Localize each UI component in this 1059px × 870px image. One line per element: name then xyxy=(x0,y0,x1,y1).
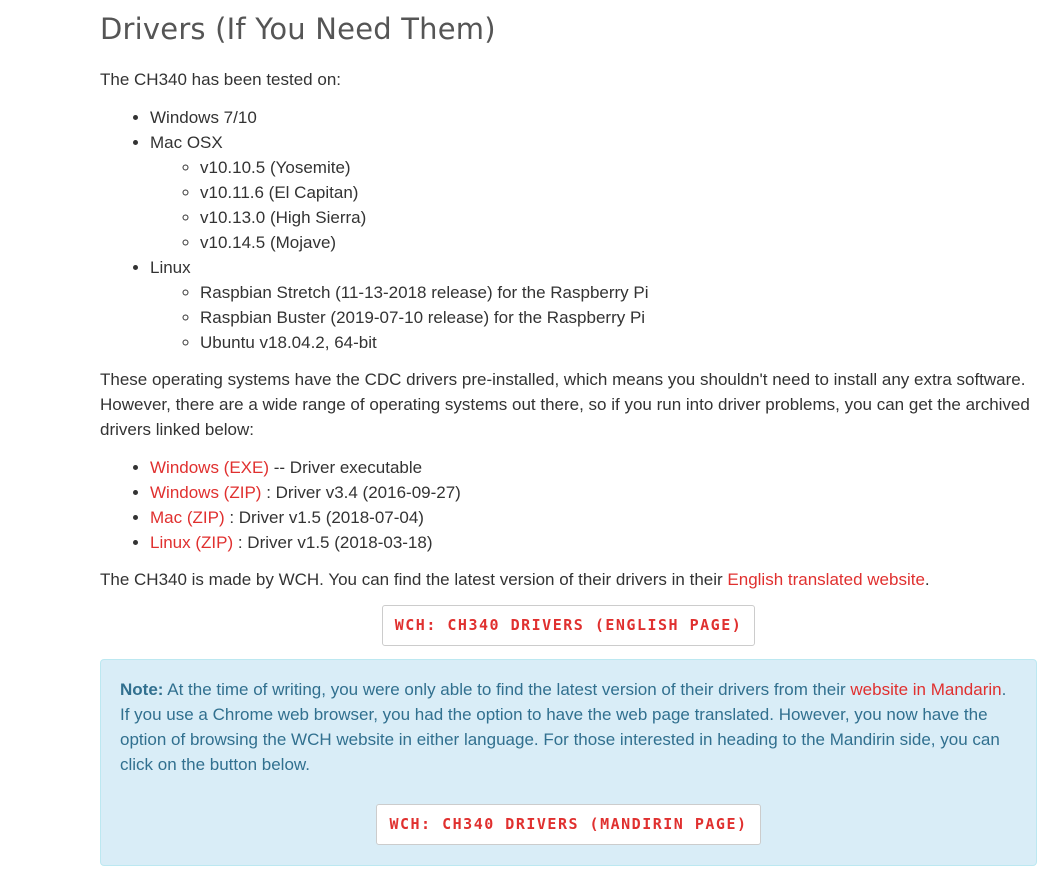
list-item: ◦ v10.10.5 (Yosemite) xyxy=(200,155,1040,180)
note-box xyxy=(100,659,1037,866)
mandarin-website-link[interactable]: website in Mandarin xyxy=(850,680,1002,699)
driver-list xyxy=(100,455,1040,555)
mac-version-list xyxy=(150,155,1040,255)
list-item: ◦ v10.11.6 (El Capitan) xyxy=(200,180,1040,205)
note-label: Note: xyxy=(120,680,164,699)
wch-text-end: . xyxy=(924,570,930,589)
page-title: Drivers (If You Need Them) xyxy=(100,12,496,46)
wch-paragraph xyxy=(100,567,1040,592)
intro-text: The CH340 has been tested on: xyxy=(100,70,341,89)
driver-desc: -- Driver executable xyxy=(269,458,423,477)
english-website-link[interactable]: English translated website xyxy=(727,570,925,589)
wch-text: The CH340 is made by WCH. You can find the latest version of their drivers in their xyxy=(100,570,728,589)
windows-zip-link[interactable]: Windows (ZIP) xyxy=(150,483,262,502)
os-list xyxy=(100,105,1040,355)
wch-english-button[interactable]: WCH: CH340 DRIVERS (ENGLISH PAGE) xyxy=(382,605,755,646)
driver-desc: : Driver v1.5 (2018-03-18) xyxy=(233,533,433,552)
note-text-start: At the time of writing, you were only able to find the latest version of their drivers from their xyxy=(163,680,851,699)
list-item: ◦ v10.13.0 (High Sierra) xyxy=(200,205,1040,230)
linux-version-list xyxy=(150,280,1040,355)
windows-exe-link[interactable]: Windows (EXE) xyxy=(150,458,270,477)
linux-zip-link[interactable]: Linux (ZIP) xyxy=(150,533,234,552)
list-item: ◦ Raspbian Buster (2019-07-10 release) for the Raspberry Pi xyxy=(200,305,1040,330)
driver-item-linux-zip xyxy=(150,530,1040,555)
driver-item-windows-zip xyxy=(150,480,1040,505)
article-content xyxy=(100,0,1040,866)
list-item-linux xyxy=(150,255,1040,355)
driver-desc: : Driver v1.5 (2018-07-04) xyxy=(224,508,424,527)
os-mac: Mac OSX xyxy=(150,133,223,152)
driver-item-mac-zip xyxy=(150,505,1040,530)
list-item: ◦ Raspbian Stretch (11-13-2018 release) for the Raspberry Pi xyxy=(200,280,1040,305)
list-item: ◦ v10.14.5 (Mojave) xyxy=(200,230,1040,255)
driver-item-windows-exe xyxy=(150,455,1040,480)
wch-mandarin-button[interactable]: WCH: CH340 DRIVERS (MANDIRIN PAGE) xyxy=(376,804,761,845)
list-item-windows xyxy=(150,105,1040,130)
note-text xyxy=(120,677,1017,777)
os-windows: Windows 7/10 xyxy=(150,108,257,127)
driver-desc: : Driver v3.4 (2016-09-27) xyxy=(261,483,461,502)
cdc-paragraph: These operating systems have the CDC drivers pre-installed, which means you shouldn't need to install any extra software. However, there are a wide range of operating systems out there, so if you run into driver problems, you can get the archived drivers linked below: xyxy=(100,370,1030,439)
note-text-end: . If you use a Chrome web browser, you had the option to have the web page translated. However, you now have the option of browsing the WCH website in either language. For those interested in heading to the Mandirin side, you can click on the button below. xyxy=(120,680,1007,774)
os-linux: Linux xyxy=(150,258,191,277)
mac-zip-link[interactable]: Mac (ZIP) xyxy=(150,508,225,527)
list-item-mac xyxy=(150,130,1040,255)
list-item: ◦ Ubuntu v18.04.2, 64-bit xyxy=(200,330,1040,355)
